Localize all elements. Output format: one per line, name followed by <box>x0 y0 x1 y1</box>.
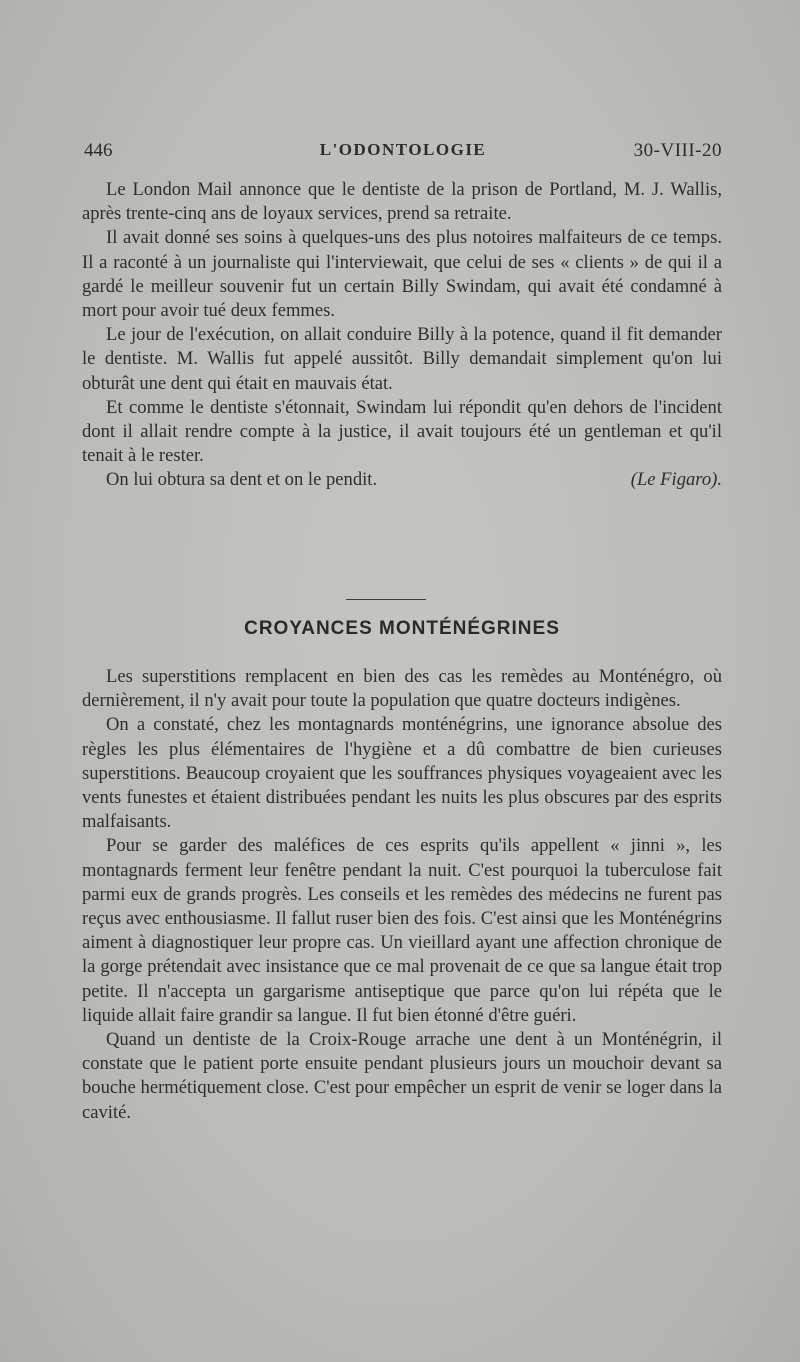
page-number: 446 <box>84 140 113 161</box>
article-croyances <box>82 665 722 1125</box>
issue-date: 30-VIII-20 <box>633 140 722 161</box>
article-london-mail <box>82 178 722 493</box>
paragraph: Quand un dentiste de la Croix-Rouge arrache une dent à un Monténégrin, il constate que le patient porte ensuite pendant plusieurs jours un mouchoir devant sa bouche hermétiquement close. C'est pour empêcher un esprit de venir se loger dans la cavité. <box>82 1029 722 1123</box>
paragraph: Le London Mail annonce que le dentiste de la prison de Portland, M. J. Wallis, après trente-cinq ans de loyaux services, prend sa retraite. <box>82 179 722 225</box>
running-header <box>84 140 722 170</box>
paragraph: Et comme le dentiste s'étonnait, Swindam lui répondit qu'en dehors de l'incident dont il allait rendre compte à la justice, il avait toujours été un gentleman et qu'il tenait à le rester. <box>82 396 722 467</box>
source-citation: (Le Figaro). <box>630 469 722 491</box>
section-title: CROYANCES MONTÉNÉGRINES <box>244 618 560 639</box>
paragraph: Le jour de l'exécution, on allait conduire Billy à la potence, quand il fit demander le dentiste. M. Wallis fut appelé aussitôt. Billy demandait simplement qu'on lui obturât une dent qui était en mauvais état. <box>82 324 722 394</box>
running-title: L'ODONTOLOGIE <box>319 140 487 159</box>
section-divider <box>346 599 426 600</box>
closing-line <box>82 468 722 492</box>
paragraph: Pour se garder des maléfices de ces esprits qu'ils appellent « jinni », les montagnards ferment leur fenêtre pendant la nuit. C'est pourquoi la tuberculose fait parmi eux de grands progrès. Les conseils et les remèdes des médecins ne furent pas reçus avec enthousiasme. Il fallut ruser bien des fois. C'est ainsi que les Monténégrins aiment à diagnostiquer leur propre cas. Un vieillard ayant une affection chronique de la gorge prétendait avec insistance que ce mal provenait de ce que sa langue était trop petite. Il n'accepta un gargarisme antiseptique que parce qu'on lui répéta que le liquide allait faire grandir sa langue. Il fut bien étonné d'être guéri. <box>82 835 722 1026</box>
closing-text: On lui obtura sa dent et on le pendit. <box>106 469 378 491</box>
paragraph: Les superstitions remplacent en bien des cas les remèdes au Monténégro, où dernièrement, il n'y avait pour toute la population que quatre docteurs indigènes. <box>82 666 722 712</box>
paragraph: On a constaté, chez les montagnards monténégrins, une ignorance absolue des règles les plus élémentaires de l'hygiène et a dû combattre de bien curieuses superstitions. Beaucoup croyaient que les souffrances physiques voyageaient avec les vents funestes et étaient distribuées pendant les nuits les plus obscures par des esprits malfaisants. <box>82 714 722 833</box>
paragraph: Il avait donné ses soins à quelques-uns des plus notoires malfaiteurs de ce temps. Il a raconté à un journaliste qui l'interviewait, que celui de ses « clients » de qui il a gardé le meilleur souvenir fut un certain Billy Swindam, qui avait été condamné à mort pour avoir tué deux femmes. <box>82 227 722 322</box>
